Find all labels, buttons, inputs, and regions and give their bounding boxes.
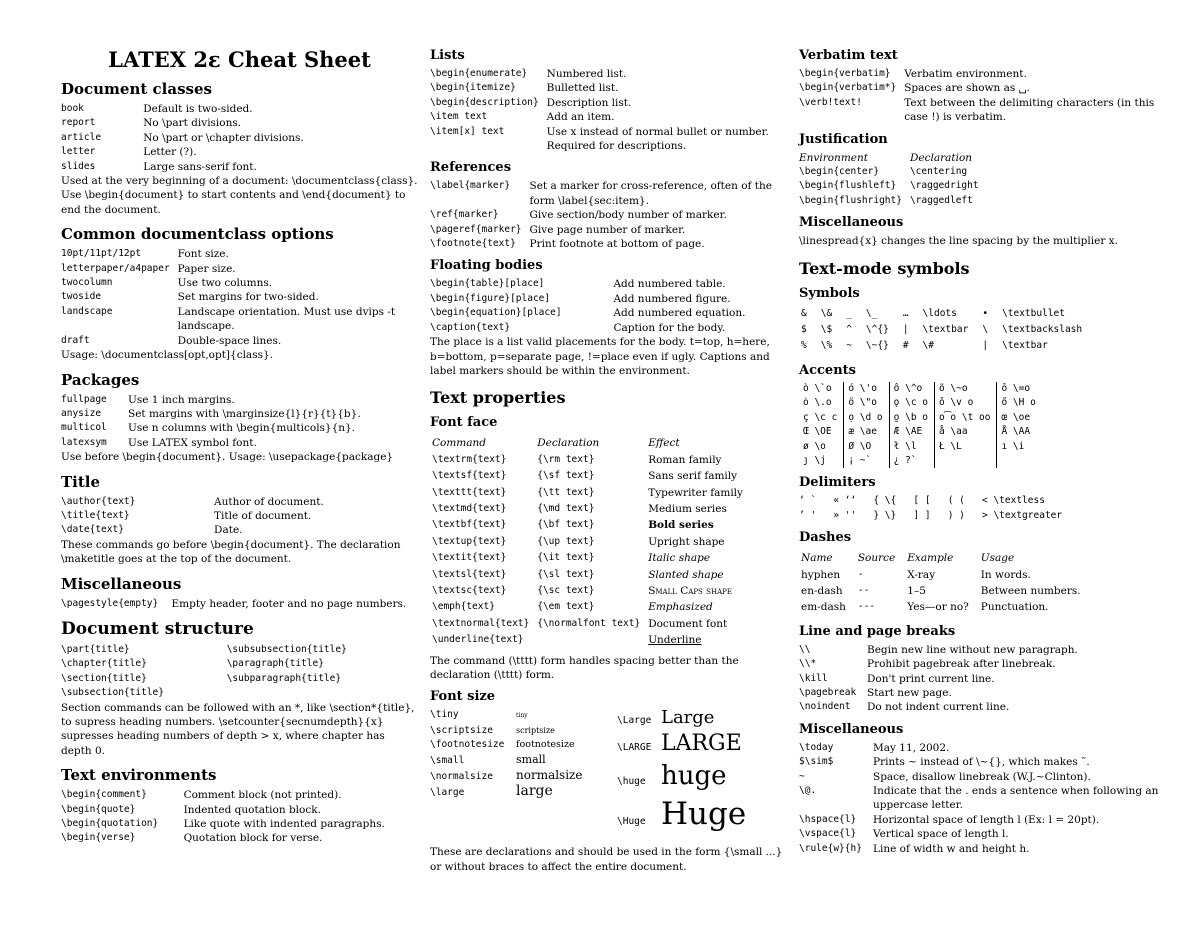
table-row: latexsym Use LATEX symbol font. — [61, 436, 257, 449]
table-row: \label{marker} Set a marker for cross-reference, often of the form \label{sec:item}. — [430, 180, 772, 207]
list-item: \large large — [430, 783, 553, 800]
table-row: \kill Don't print current line. — [799, 672, 995, 685]
justification-heading: Justification — [799, 131, 888, 147]
table-row: $\sim$ Prints ~ instead of \~{}, which makes ˜. — [799, 756, 1090, 769]
list-item: \LARGE LARGE — [617, 731, 742, 757]
table-row: twoside Set margins for two-sided. — [61, 291, 319, 304]
tm-symbols-heading: Text-mode symbols — [799, 258, 970, 278]
table-row: \vspace{l} Vertical space of length l. — [799, 828, 1009, 841]
accents-heading: Accents — [799, 362, 856, 378]
table-row: \author{text} Author of document. — [61, 495, 324, 508]
font-face-table — [430, 434, 751, 649]
table-header: Environment Declaration — [799, 151, 973, 164]
table-row: ò \`o ó \'o ô \^o õ \~o ō \=o — [799, 382, 1042, 396]
list-item: \scriptsize scriptsize — [430, 724, 555, 736]
structure-table — [61, 643, 418, 701]
title-note: These commands go before \begin{document}. The declaration \maketitle goes at the top of the document. — [61, 538, 401, 566]
table-row: ȷ \j ¡ ~` ¿ ?` — [799, 454, 1042, 468]
table-row: \part{title} \subsubsection{title} — [61, 643, 347, 655]
line-breaks-heading: Line and page breaks — [799, 623, 956, 639]
table-row: \begin{flushright} \raggedleft — [799, 194, 973, 206]
table-row: \pagebreak Start new page. — [799, 686, 952, 699]
table-row: \begin{itemize} Bulletted list. — [430, 82, 619, 95]
table-row: \textsc{text} {\sc text} Small Caps shape — [432, 584, 732, 597]
table-row: \subsection{title} — [61, 687, 164, 699]
table-row: 10pt/11pt/12pt Font size. — [61, 248, 229, 261]
table-row: \begin{description} Description list. — [430, 96, 632, 109]
table-row: Œ \OE æ \ae Æ \AE å \aa Å \AA — [799, 425, 1042, 439]
table-row: \noindent Do not indent current line. — [799, 701, 1010, 714]
packages-table — [61, 393, 418, 451]
table-row: \begin{enumerate} Numbered list. — [430, 68, 627, 80]
text-props-heading: Text properties — [430, 388, 566, 408]
table-row: \textrm{text} {\rm text} Roman family — [432, 453, 722, 466]
column-1 — [61, 48, 418, 846]
column-3 — [799, 48, 1159, 856]
table-row: \textsl{text} {\sl text} Slanted shape — [432, 568, 724, 581]
misc1-note: \linespread{x} changes the line spacing by the multiplier x. — [799, 235, 1118, 248]
verbatim-heading: Verbatim text — [799, 48, 898, 63]
table-row: fullpage Use 1 inch margins. — [61, 393, 235, 406]
font-face-note: The command (\tttt) form handles spacing better than the declaration (\tttt) form. — [430, 654, 739, 681]
table-row: ~ Space, disallow linebreak (W.J.~Clinton). — [799, 770, 1091, 783]
options-note: Usage: \documentclass[opt,opt]{class}. — [61, 349, 273, 362]
page-title: LATEX 2ε Cheat Sheet — [108, 47, 371, 72]
table-row: ø \o Ø \O ł \l Ł \L ı \i — [799, 440, 1042, 454]
floating-table — [430, 277, 787, 335]
table-row: \begin{verbatim*} Spaces are shown as ␣. — [799, 82, 1030, 95]
list-item: \normalsize normalsize — [430, 768, 583, 783]
table-row: % \% ~ \~{} # \# | \textbar — [801, 340, 1048, 352]
table-row: \begin{comment} Comment block (not printed). — [61, 789, 342, 802]
options-heading: Common documentclass options — [61, 225, 334, 244]
line-breaks-table — [799, 643, 1159, 715]
font-size-note: These are declarations and should be used in the form {\small ...} or without braces to affect the entire document. — [430, 846, 783, 873]
table-row: \underline{text} Underline — [432, 634, 702, 647]
table-row: en-dash -- 1–5 Between numbers. — [801, 584, 1081, 597]
table-row: \textit{text} {\it text} Italic shape — [432, 552, 711, 565]
references-table — [430, 179, 787, 251]
table-header: Command Declaration Effect — [432, 437, 680, 450]
table-row: \verb!text! Text between the delimiting characters (in this case !) is verbatim. — [799, 96, 1155, 124]
table-row: \caption{text} Caption for the body. — [430, 321, 726, 334]
misc1-heading: Miscellaneous — [799, 215, 904, 231]
justification-table — [799, 151, 987, 209]
table-row: \hspace{l} Horizontal space of length l (Ex: l = 20pt). — [799, 813, 1100, 826]
misc2-table — [799, 741, 1159, 856]
table-row: \\* Prohibit pagebreak after linebreak. — [799, 658, 1056, 671]
lists-heading: Lists — [430, 48, 465, 63]
table-row: \begin{figure}[place] Add numbered figure. — [430, 292, 731, 305]
table-row: \title{text} Title of document. — [61, 509, 312, 522]
table-row: landscape Landscape orientation. Must use dvips -t landscape. — [61, 305, 396, 333]
misc2-heading: Miscellaneous — [799, 721, 904, 737]
text-env-heading: Text environments — [61, 766, 217, 785]
accents-table — [799, 382, 1042, 468]
delimiters-row-1: ‘ ` « ‘‘ { \{ [ [ ( ( < \textless — [799, 495, 1045, 507]
structure-heading: Document structure — [61, 618, 254, 639]
symbols-heading: Symbols — [799, 285, 860, 301]
table-row: hyphen - X-ray In words. — [801, 568, 1031, 581]
table-row: \date{text} Date. — [61, 524, 243, 537]
table-row: \emph{text} {\em text} Emphasized — [432, 601, 713, 614]
verbatim-table — [799, 67, 1159, 125]
table-row: \begin{verbatim} Verbatim environment. — [799, 68, 1027, 80]
table-row: \pagestyle{empty} Empty header, footer and no page numbers. — [61, 597, 407, 610]
title-table — [61, 495, 418, 538]
options-table — [61, 247, 418, 348]
table-row: \ref{marker} Give section/body number of marker. — [430, 209, 727, 222]
table-row: \begin{quote} Indented quotation block. — [61, 803, 321, 816]
list-item: \small small — [430, 752, 546, 766]
table-row: \item text Add an item. — [430, 111, 615, 124]
table-row: \section{title} \subparagraph{title} — [61, 672, 342, 684]
doc-classes-heading: Document classes — [61, 80, 212, 98]
table-row: \begin{table}[place] Add numbered table. — [430, 278, 726, 291]
font-size-heading: Font size — [430, 689, 496, 705]
title-heading: Title — [61, 472, 101, 491]
table-row: \begin{flushleft} \raggedright — [799, 180, 979, 192]
table-row: \textbf{text} {\bf text} Bold series — [432, 519, 714, 532]
lists-table — [430, 67, 787, 153]
table-row: draft Double-space lines. — [61, 334, 282, 347]
table-row: letter Letter (?). — [61, 146, 197, 159]
table-row: $ \$ ^ \^{} | \textbar \ \textbackslash — [801, 324, 1083, 336]
list-item: \footnotesize footnotesize — [430, 739, 575, 751]
list-item: \tiny tiny — [430, 709, 528, 721]
table-row: \\ Begin new line without new paragraph. — [799, 643, 1078, 656]
table-row: \rule{w}{h} Line of width w and height h. — [799, 842, 1030, 855]
structure-note: Section commands can be followed with an *, like \section*{title}, to supress heading numbers. \setcounter{secnumdepth}{x} supresses heading numbers of depth > x, where chapter has depth 0. — [61, 701, 415, 757]
table-row: ç \c c ọ \d o o̱ \b o o͡o \t oo œ \oe — [799, 411, 1042, 425]
table-row: \textnormal{text} {\normalfont text} Document font — [432, 617, 728, 630]
table-header: Name Source Example Usage — [801, 552, 1015, 565]
table-row: \@. Indicate that the . ends a sentence when following an uppercase letter. — [799, 785, 1159, 812]
misc-heading: Miscellaneous — [61, 574, 182, 593]
doc-classes-table — [61, 102, 418, 174]
table-row: \textup{text} {\up text} Upright shape — [432, 535, 725, 548]
table-row: \pageref{marker} Give page number of marker. — [430, 223, 686, 236]
table-row: & \& _ \_ … \ldots • \textbullet — [801, 307, 1065, 319]
table-row: slides Large sans-serif font. — [61, 160, 257, 173]
doc-classes-note: Used at the very beginning of a document: \documentclass{class}. Use \begin{document} to start contents and \end{document} to end the document. — [61, 175, 418, 216]
list-item: \huge huge — [617, 761, 727, 792]
table-row: \textsf{text} {\sf text} Sans serif family — [432, 470, 738, 483]
text-env-table — [61, 788, 418, 846]
list-item: \Large Large — [617, 707, 715, 729]
table-row: \begin{quotation} Like quote with indented paragraphs. — [61, 818, 385, 831]
table-row: article No \part or \chapter divisions. — [61, 131, 304, 144]
delimiters-row-2: ’ ' » '' } \} ] ] ) ) > \textgreater — [799, 509, 1063, 521]
floating-heading: Floating bodies — [430, 258, 543, 274]
table-row: book Default is two-sided. — [61, 103, 253, 115]
symbols-table — [799, 305, 1096, 356]
table-row: \textmd{text} {\md text} Medium series — [432, 502, 727, 515]
packages-heading: Packages — [61, 370, 140, 389]
list-item: \Huge Huge — [617, 796, 747, 833]
packages-note: Use before \begin{document}. Usage: \usepackage{package} — [61, 451, 394, 464]
table-row: \item[x] text Use x instead of normal bullet or number. Required for descriptions. — [430, 125, 769, 153]
table-row: multicol Use n columns with \begin{multicols}{n}. — [61, 422, 356, 435]
dashes-table — [799, 549, 1093, 617]
table-row: \begin{center} \centering — [799, 166, 968, 178]
table-row: report No \part divisions. — [61, 117, 242, 130]
table-row: \begin{equation}[place] Add numbered equation. — [430, 307, 746, 320]
table-row: \begin{verse} Quotation block for verse. — [61, 832, 323, 845]
table-row: twocolumn Use two columns. — [61, 277, 273, 290]
table-row: \chapter{title} \paragraph{title} — [61, 658, 324, 670]
font-face-heading: Font face — [430, 415, 498, 431]
table-row: \footnote{text} Print footnote at bottom of page. — [430, 238, 705, 251]
dashes-heading: Dashes — [799, 530, 852, 546]
table-row: \texttt{text} {\tt text} Typewriter family — [432, 486, 743, 499]
table-row: em-dash --- Yes—or no? Punctuation. — [801, 601, 1049, 614]
table-row: letterpaper/a4paper Paper size. — [61, 262, 236, 275]
table-row: \today May 11, 2002. — [799, 741, 950, 754]
floating-note: The place is a list valid placements for the body. t=top, h=here, b=bottom, p=separate page, !=place even if ugly. Captions and label markers should be within the environment. — [430, 336, 770, 377]
column-2 — [430, 48, 787, 874]
table-row: anysize Set margins with \marginsize{l}{r}{t}{b}. — [61, 407, 361, 420]
table-row: ȯ \.o ö \"o ǫ \c o ǒ \v o ő \H o — [799, 396, 1042, 410]
delimiters-heading: Delimiters — [799, 475, 876, 491]
references-heading: References — [430, 160, 512, 176]
misc-table — [61, 597, 418, 611]
font-size-grid — [430, 708, 787, 839]
